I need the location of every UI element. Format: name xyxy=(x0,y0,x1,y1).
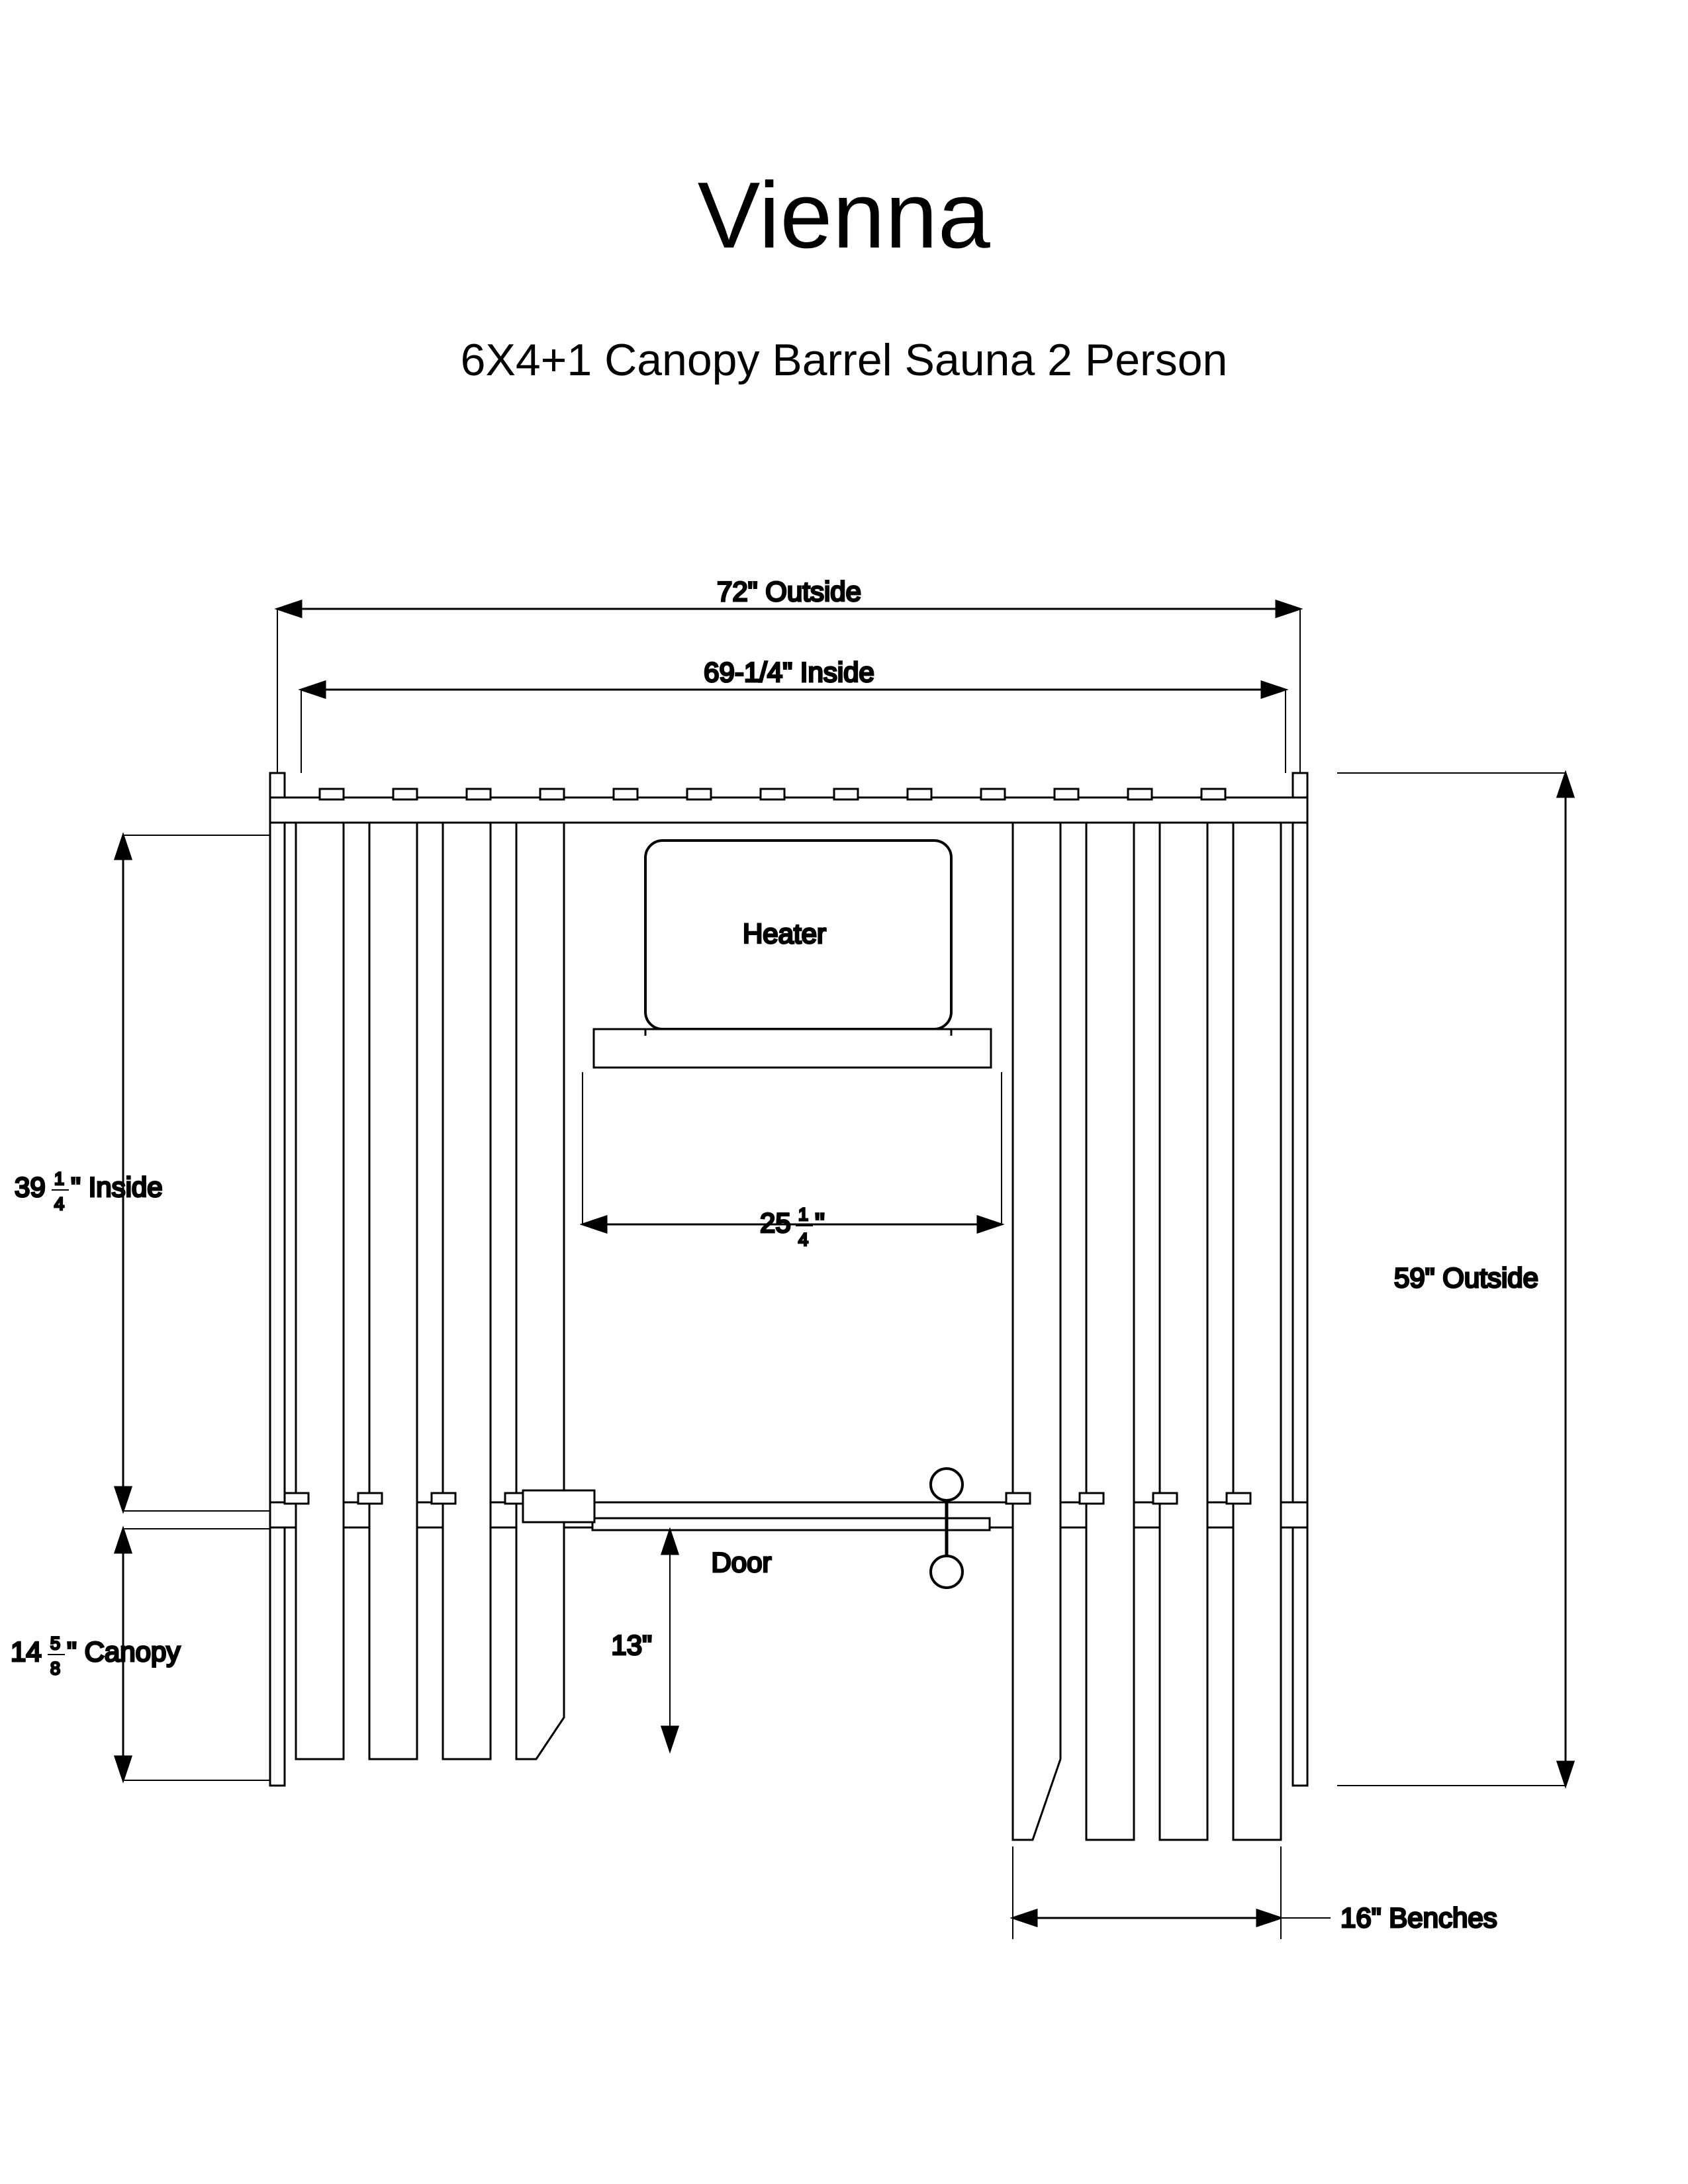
dim-center-width-text xyxy=(760,1205,825,1250)
door-label: Door xyxy=(711,1547,772,1578)
dim-center-suffix: " xyxy=(815,1207,825,1238)
dim-left-canopy-text xyxy=(11,1633,180,1678)
heater-label: Heater xyxy=(742,918,827,949)
heater-box xyxy=(594,841,991,1068)
dim-left-canopy-whole: 14 xyxy=(11,1636,42,1667)
page-subtitle: 6X4+1 Canopy Barrel Sauna 2 Person xyxy=(460,335,1228,385)
dim-left-inside-num: 1 xyxy=(54,1169,65,1189)
dim-top-outside-text: 72" Outside xyxy=(716,576,862,607)
dim-left-canopy-num: 5 xyxy=(50,1633,61,1653)
page-title: Vienna xyxy=(697,163,991,268)
dim-door-height-text: 13" xyxy=(611,1629,652,1661)
dim-benches xyxy=(1013,1846,1331,1939)
dim-center-den: 4 xyxy=(798,1230,809,1250)
dim-left-inside-suffix: " Inside xyxy=(71,1171,163,1203)
dim-top-inside xyxy=(301,682,1286,773)
dim-right-outside-text: 59" Outside xyxy=(1393,1262,1539,1293)
bench-slats-left xyxy=(296,823,564,1759)
dim-left-inside-whole: 39 xyxy=(15,1171,46,1203)
back-wall-rail xyxy=(270,797,1307,823)
dim-door-height xyxy=(662,1530,678,1751)
bench-slats-right xyxy=(1013,823,1281,1840)
dim-left-inside-den: 4 xyxy=(54,1194,65,1214)
dim-top-inside-text: 69-1/4" Inside xyxy=(704,657,874,688)
dim-center-num: 1 xyxy=(798,1205,809,1224)
dim-left-inside-text xyxy=(15,1169,163,1214)
dim-center-width xyxy=(583,1072,1002,1232)
dim-benches-text: 16" Benches xyxy=(1340,1902,1497,1933)
dim-center-whole: 25 xyxy=(760,1207,791,1238)
dim-left-canopy-den: 8 xyxy=(50,1659,61,1678)
dim-left-canopy-suffix: " Canopy xyxy=(67,1636,181,1667)
